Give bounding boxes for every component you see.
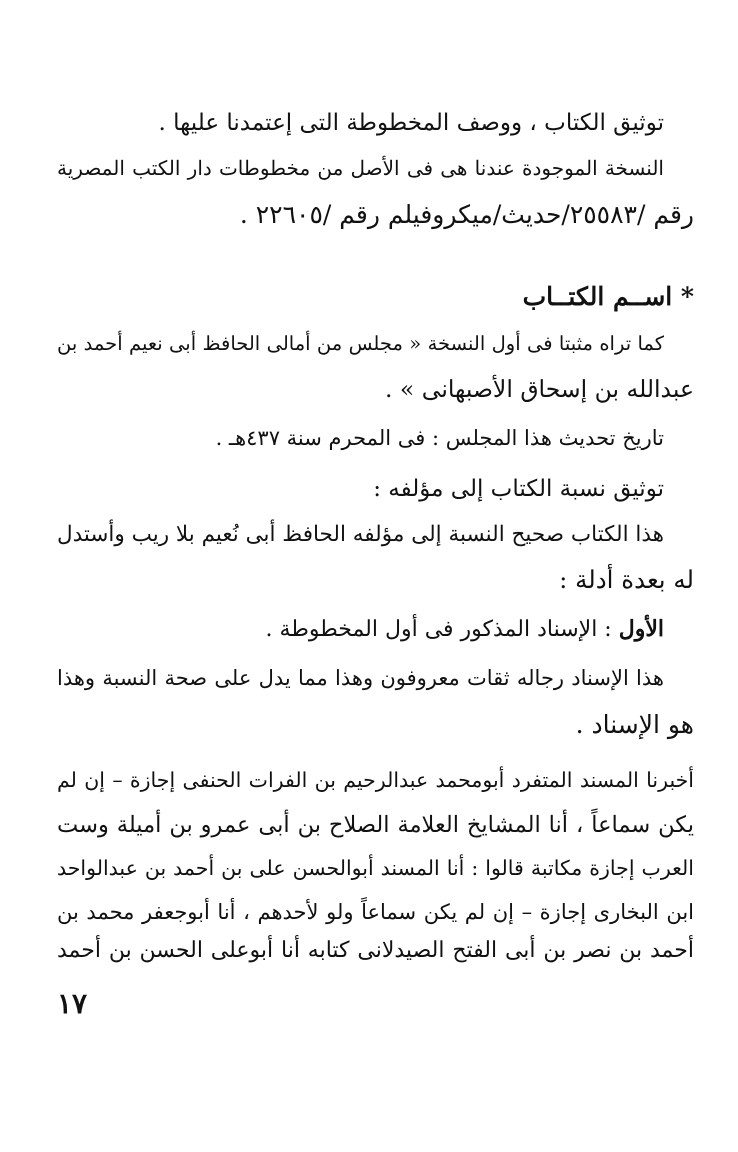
page-number: ١٧ (57, 987, 88, 1020)
paragraph-line: هذا الإسناد رجاله ثقات معروفون وهذا مما يدل على صحة النسبة وهذا (57, 666, 664, 690)
paragraph-line (260, 618, 664, 641)
paragraph-line: هو الإسناد . (575, 710, 694, 739)
paragraph-line: أحمد بن نصر بن أبى الفتح الصيدلانى كتابه أنا أبوعلى الحسن بن أحمد (57, 938, 694, 963)
section-heading-book-title: * اســم الكتــاب (522, 282, 694, 311)
paragraph-line: توثيق نسبة الكتاب إلى مؤلفه : (373, 476, 664, 502)
first-evidence-label: الأول (618, 616, 664, 642)
paragraph-line: هذا الكتاب صحيح النسبة إلى مؤلفه الحافظ أبى نُعيم بلا ريب وأستدل (57, 522, 664, 547)
section-title-document-verification: توثيق الكتاب ، ووصف المخطوطة التى إعتمدنا عليها . (158, 110, 664, 136)
paragraph-line: تاريخ تحديث هذا المجلس : فى المحرم سنة ٤٣٧هـ . (215, 426, 664, 450)
paragraph-line: العرب إجازة مكاتبة قالوا : أنا المسند أبوالحسن على بن أحمد بن عبدالواحد (57, 856, 694, 880)
paragraph-line: ابن البخارى إجازة – إن لم يكن سماعاً ولو لأحدهم ، أنا أبوجعفر محمد بن (57, 900, 694, 924)
paragraph-line: عبدالله بن إسحاق الأصبهانى » . (384, 375, 694, 403)
paragraph-line: النسخة الموجودة عندنا هى فى الأصل من مخطوطات دار الكتب المصرية (57, 156, 664, 180)
paragraph-line: كما تراه مثبتا فى أول النسخة « مجلس من أمالى الحافظ أبى نعيم أحمد بن (57, 332, 664, 355)
paragraph-line: أخبرنا المسند المتفرد أبومحمد عبدالرحيم بن الفرات الحنفى إجازة – إن لم (57, 768, 694, 792)
paragraph-line: يكن سماعاً ، أنا المشايخ العلامة الصلاح بن أبى عمرو بن أميلة وست (57, 812, 694, 838)
paragraph-line: رقم /٢٥٥٨٣/حديث/ميكروفيلم رقم /٢٢٦٠٥ . (239, 200, 694, 229)
paragraph-line: له بعدة أدلة : (559, 565, 694, 594)
first-evidence-text: : الإسناد المذكور فى أول المخطوطة . (265, 617, 619, 642)
